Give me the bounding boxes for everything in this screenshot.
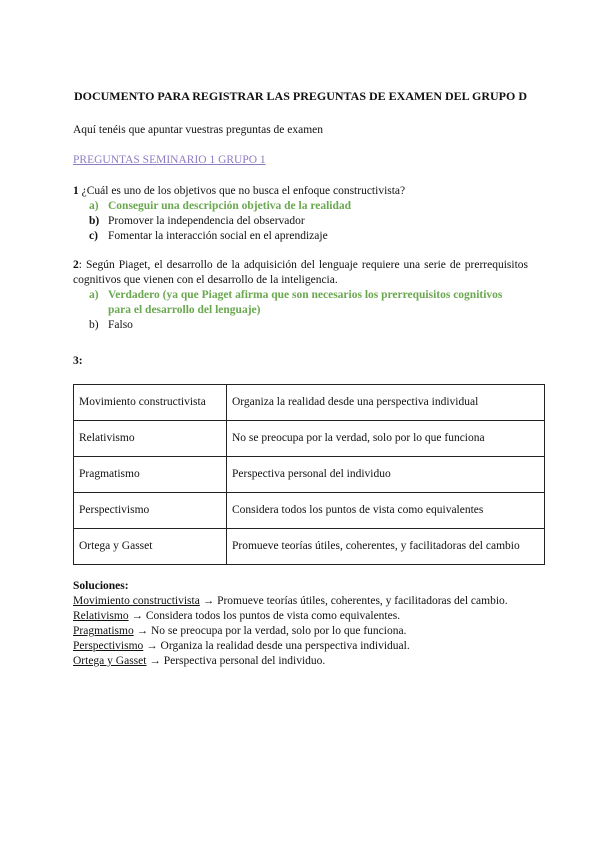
table-cell-term: Movimiento constructivista bbox=[74, 385, 227, 421]
arrow-icon: → bbox=[149, 655, 161, 667]
solution-answer: Perspectiva personal del individuo. bbox=[163, 655, 326, 667]
solution-line bbox=[73, 639, 528, 654]
question-3-label: 3: bbox=[73, 355, 83, 367]
arrow-icon: → bbox=[136, 625, 149, 637]
question-2-text: : Según Piaget, el desarrollo de la adquisición del lenguaje requiere una serie de prerrequisitos cognitivos que vienen con el desarrollo de la inteligencia. bbox=[73, 259, 528, 286]
question-1-stem bbox=[73, 184, 528, 199]
question-1 bbox=[73, 184, 528, 244]
section-heading-link[interactable]: PREGUNTAS SEMINARIO 1 GRUPO 1 bbox=[73, 154, 266, 166]
option-text: Conseguir una descripción objetiva de la realidad bbox=[108, 200, 352, 212]
arrow-icon: → bbox=[146, 640, 158, 652]
table-cell-definition: Perspectiva personal del individuo bbox=[227, 457, 545, 493]
table-cell-definition: Organiza la realidad desde una perspectiva individual bbox=[227, 385, 545, 421]
question-2-stem bbox=[73, 258, 528, 288]
solution-term: Pragmatismo bbox=[73, 625, 134, 637]
option-marker: a) bbox=[89, 200, 99, 212]
question-1-option-c bbox=[73, 229, 528, 244]
table-row bbox=[74, 493, 545, 529]
solutions-section bbox=[73, 579, 528, 669]
option-text: Promover la independencia del observador bbox=[108, 215, 305, 227]
question-1-text: ¿Cuál es uno de los objetivos que no busca el enfoque constructivista? bbox=[78, 185, 406, 197]
solutions-heading: Soluciones: bbox=[73, 580, 129, 592]
question-2-options bbox=[73, 288, 528, 333]
arrow-icon: → bbox=[202, 595, 215, 607]
table-cell-term: Ortega y Gasset bbox=[74, 529, 227, 565]
option-marker: a) bbox=[89, 289, 99, 301]
solution-term: Movimiento constructivista bbox=[73, 595, 200, 607]
question-2-option-b bbox=[73, 318, 528, 333]
intro-text: Aquí tenéis que apuntar vuestras preguntas de examen bbox=[73, 124, 324, 136]
option-marker: b) bbox=[89, 215, 100, 227]
question-1-option-a bbox=[73, 199, 528, 214]
solution-answer: Organiza la realidad desde una perspectiva individual. bbox=[160, 640, 410, 652]
table-cell-term: Perspectivismo bbox=[74, 493, 227, 529]
table-cell-term: Relativismo bbox=[74, 421, 227, 457]
table-row bbox=[74, 457, 545, 493]
solution-line bbox=[73, 624, 528, 639]
arrow-icon: → bbox=[131, 610, 143, 622]
table-row bbox=[74, 529, 545, 565]
table-cell-definition: Considera todos los puntos de vista como equivalentes bbox=[227, 493, 545, 529]
question-2-option-a bbox=[73, 288, 528, 318]
option-marker: b) bbox=[89, 319, 99, 331]
solution-term: Ortega y Gasset bbox=[73, 655, 147, 667]
question-2-number: 2 bbox=[73, 259, 79, 271]
table-row bbox=[74, 385, 545, 421]
matching-table bbox=[73, 384, 545, 565]
solution-term: Relativismo bbox=[73, 610, 129, 622]
option-text: Falso bbox=[108, 319, 133, 331]
table-cell-term: Pragmatismo bbox=[74, 457, 227, 493]
solution-answer: Considera todos los puntos de vista como equivalentes. bbox=[145, 610, 401, 622]
solution-term: Perspectivismo bbox=[73, 640, 144, 652]
solution-line bbox=[73, 609, 528, 624]
option-text: Verdadero (ya que Piaget afirma que son necesarios los prerrequisitos cognitivos para el desarrollo del lenguaje) bbox=[108, 289, 503, 316]
solution-answer: Promueve teorías útiles, coherentes, y facilitadoras del cambio. bbox=[217, 595, 508, 607]
option-marker: c) bbox=[89, 230, 98, 242]
option-text: Fomentar la interacción social en el aprendizaje bbox=[108, 230, 328, 242]
document-title: DOCUMENTO PARA REGISTRAR LAS PREGUNTAS DE EXAMEN DEL GRUPO D bbox=[73, 89, 528, 103]
solution-line bbox=[73, 594, 528, 609]
question-1-number: 1 bbox=[73, 185, 79, 197]
solution-answer: No se preocupa por la verdad, solo por lo que funciona. bbox=[150, 625, 407, 637]
table-row bbox=[74, 421, 545, 457]
question-2 bbox=[73, 258, 528, 333]
question-1-options bbox=[73, 199, 528, 244]
table-cell-definition: No se preocupa por la verdad, solo por lo que funciona bbox=[227, 421, 545, 457]
question-1-option-b bbox=[73, 214, 528, 229]
table-cell-definition: Promueve teorías útiles, coherentes, y facilitadoras del cambio bbox=[227, 529, 545, 565]
solution-line bbox=[73, 654, 528, 669]
